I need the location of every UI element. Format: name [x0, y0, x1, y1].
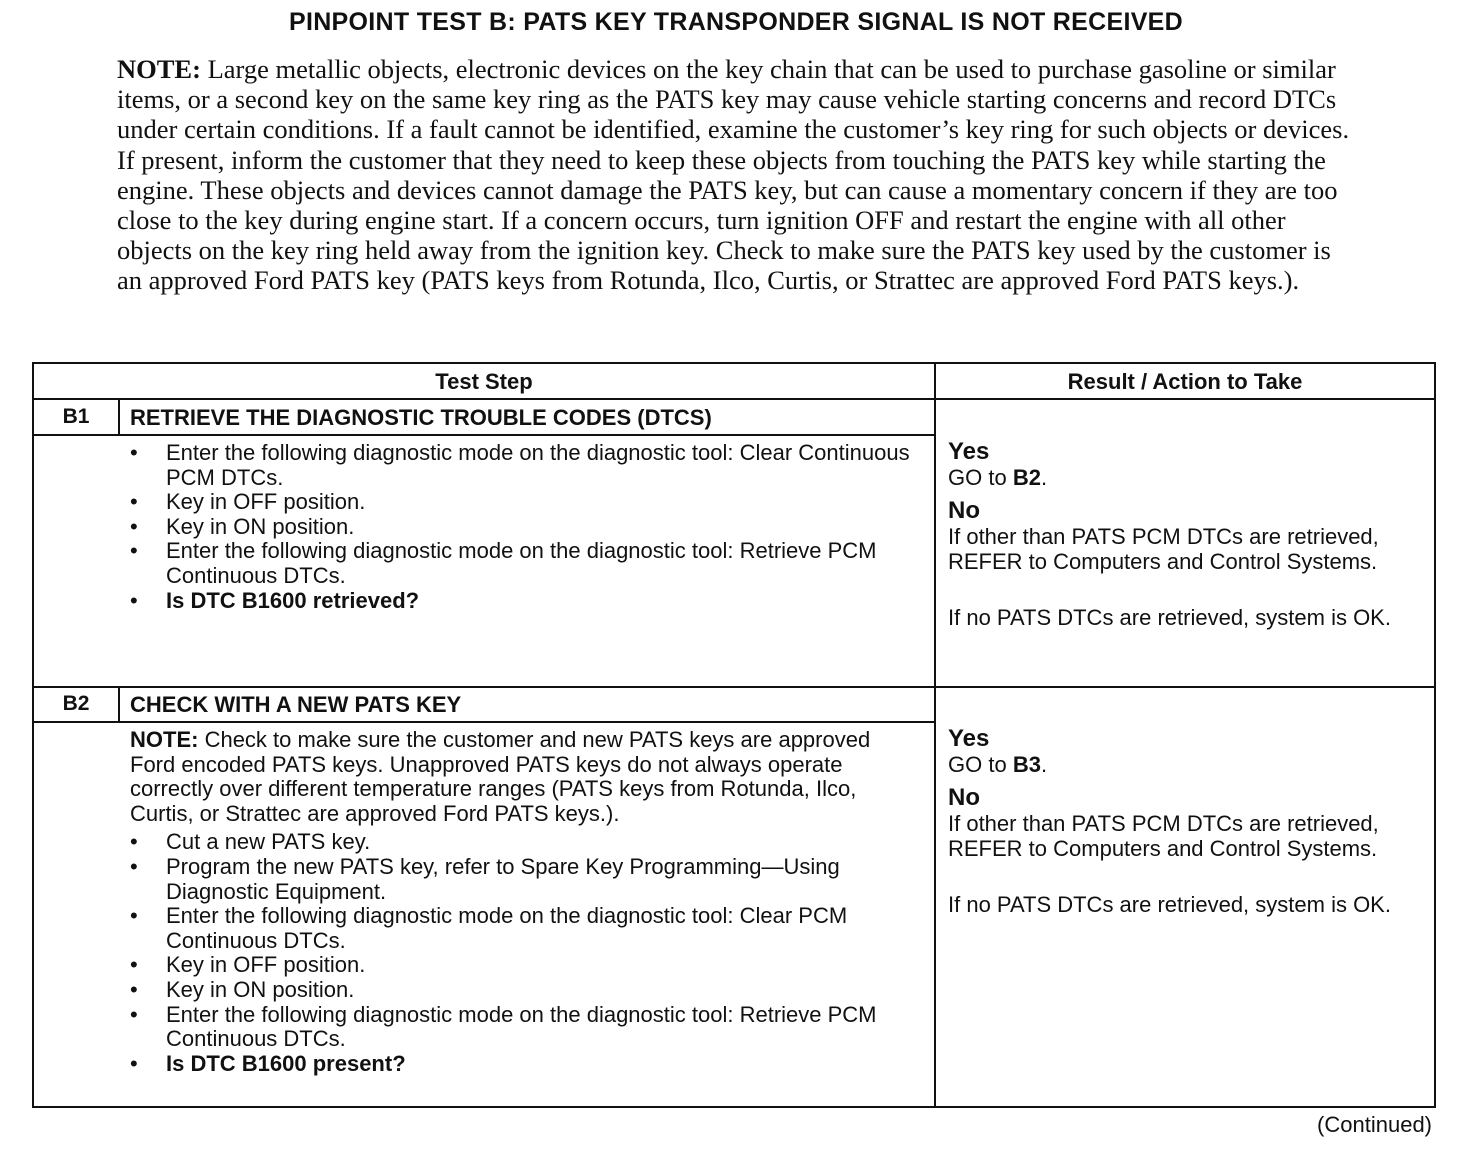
yes-action: GO to B2.	[948, 465, 1048, 490]
b2-id-divider	[118, 688, 120, 723]
list-item: • Enter the following diagnostic mode on the diagnostic tool: Clear Continuous PCM DTCs.	[130, 440, 910, 490]
b2-title-divider	[34, 721, 934, 723]
list-item-question: • Is DTC B1600 retrieved?	[130, 587, 420, 613]
step-title-b1: RETRIEVE THE DIAGNOSTIC TROUBLE CODES (DTCS)	[130, 405, 712, 430]
b1-id-divider	[118, 400, 120, 436]
no-label: No	[948, 783, 980, 811]
result-b1	[948, 438, 1426, 630]
header-test-step: Test Step	[435, 369, 533, 394]
step-body-b2	[130, 728, 910, 1076]
continued-label: (Continued)	[1317, 1112, 1432, 1137]
step-id-b1: B1	[62, 405, 90, 428]
result-b2	[948, 725, 1426, 917]
b1-title-divider	[34, 434, 934, 436]
page-title: PINPOINT TEST B: PATS KEY TRANSPONDER SIGNAL IS NOT RECEIVED	[288, 8, 1184, 36]
note-label: NOTE:	[117, 54, 201, 84]
column-divider	[934, 364, 936, 1108]
row-divider	[34, 686, 1434, 688]
header-result: Result / Action to Take	[1067, 369, 1303, 394]
list-item: • Enter the following diagnostic mode on the diagnostic tool: Clear PCM Continuous DTCs.	[130, 903, 848, 953]
no-action-1: If other than PATS PCM DTCs are retrieved, REFER to Computers and Control Systems.	[948, 523, 1379, 574]
list-item: • Enter the following diagnostic mode on the diagnostic tool: Retrieve PCM Continuous DTCs.	[130, 538, 877, 588]
intro-note	[117, 54, 1357, 296]
list-item: • Key in ON position.	[130, 976, 355, 1002]
step-id-b2: B2	[62, 692, 90, 715]
list-item: • Key in ON position.	[130, 513, 355, 539]
list-item: • Program the new PATS key, refer to Spare Key Programming—Using Diagnostic Equipment.	[130, 853, 840, 904]
step-note-b2: NOTE: Check to make sure the customer and new PATS keys are approved Ford encoded PATS keys. Unapproved PATS keys do not always operate correctly over different temperature ranges (PATS keys from Rotunda, Ilco, Curtis, or Strattec are approved Ford PATS keys.).	[130, 727, 871, 826]
step-title-b2: CHECK WITH A NEW PATS KEY	[130, 692, 462, 717]
list-item: • Key in OFF position.	[130, 952, 366, 978]
test-table	[32, 362, 1436, 1108]
note-text: Large metallic objects, electronic devices on the key chain that can be used to purchase gasoline or similar items, or a second key on the same key ring as the PATS key may cause vehicle starting concerns and record DTCs under certain conditions. If a fault cannot be identified, examine the customer’s key ring for such objects or devices. If present, inform the customer that they need to keep these objects from touching the PATS key while starting the engine. These objects and devices cannot damage the PATS key, but can cause a momentary concern if they are too close to the key during engine start. If a concern occurs, turn ignition OFF and restart the engine with all other objects on the key ring held away from the ignition key. Check to make sure the PATS key used by the customer is an approved Ford PATS key (PATS keys from Rotunda, Ilco, Curtis, or Strattec are approved Ford PATS keys.).	[117, 54, 1350, 296]
list-item: • Key in OFF position.	[130, 489, 366, 515]
list-item: • Enter the following diagnostic mode on the diagnostic tool: Retrieve PCM Continuous DTCs.	[130, 1001, 877, 1052]
no-label: No	[948, 496, 980, 524]
no-action-2: If no PATS DTCs are retrieved, system is OK.	[948, 604, 1391, 630]
list-item-question: • Is DTC B1600 present?	[130, 1050, 406, 1076]
yes-label: Yes	[948, 725, 990, 752]
yes-action: GO to B3.	[948, 752, 1048, 777]
yes-label: Yes	[948, 438, 990, 465]
list-item: • Cut a new PATS key.	[130, 829, 371, 855]
header-divider	[34, 398, 1434, 400]
step-body-b1	[130, 441, 910, 613]
no-action-2: If no PATS DTCs are retrieved, system is OK.	[948, 891, 1391, 917]
no-action-1: If other than PATS PCM DTCs are retrieved, REFER to Computers and Control Systems.	[948, 810, 1379, 861]
